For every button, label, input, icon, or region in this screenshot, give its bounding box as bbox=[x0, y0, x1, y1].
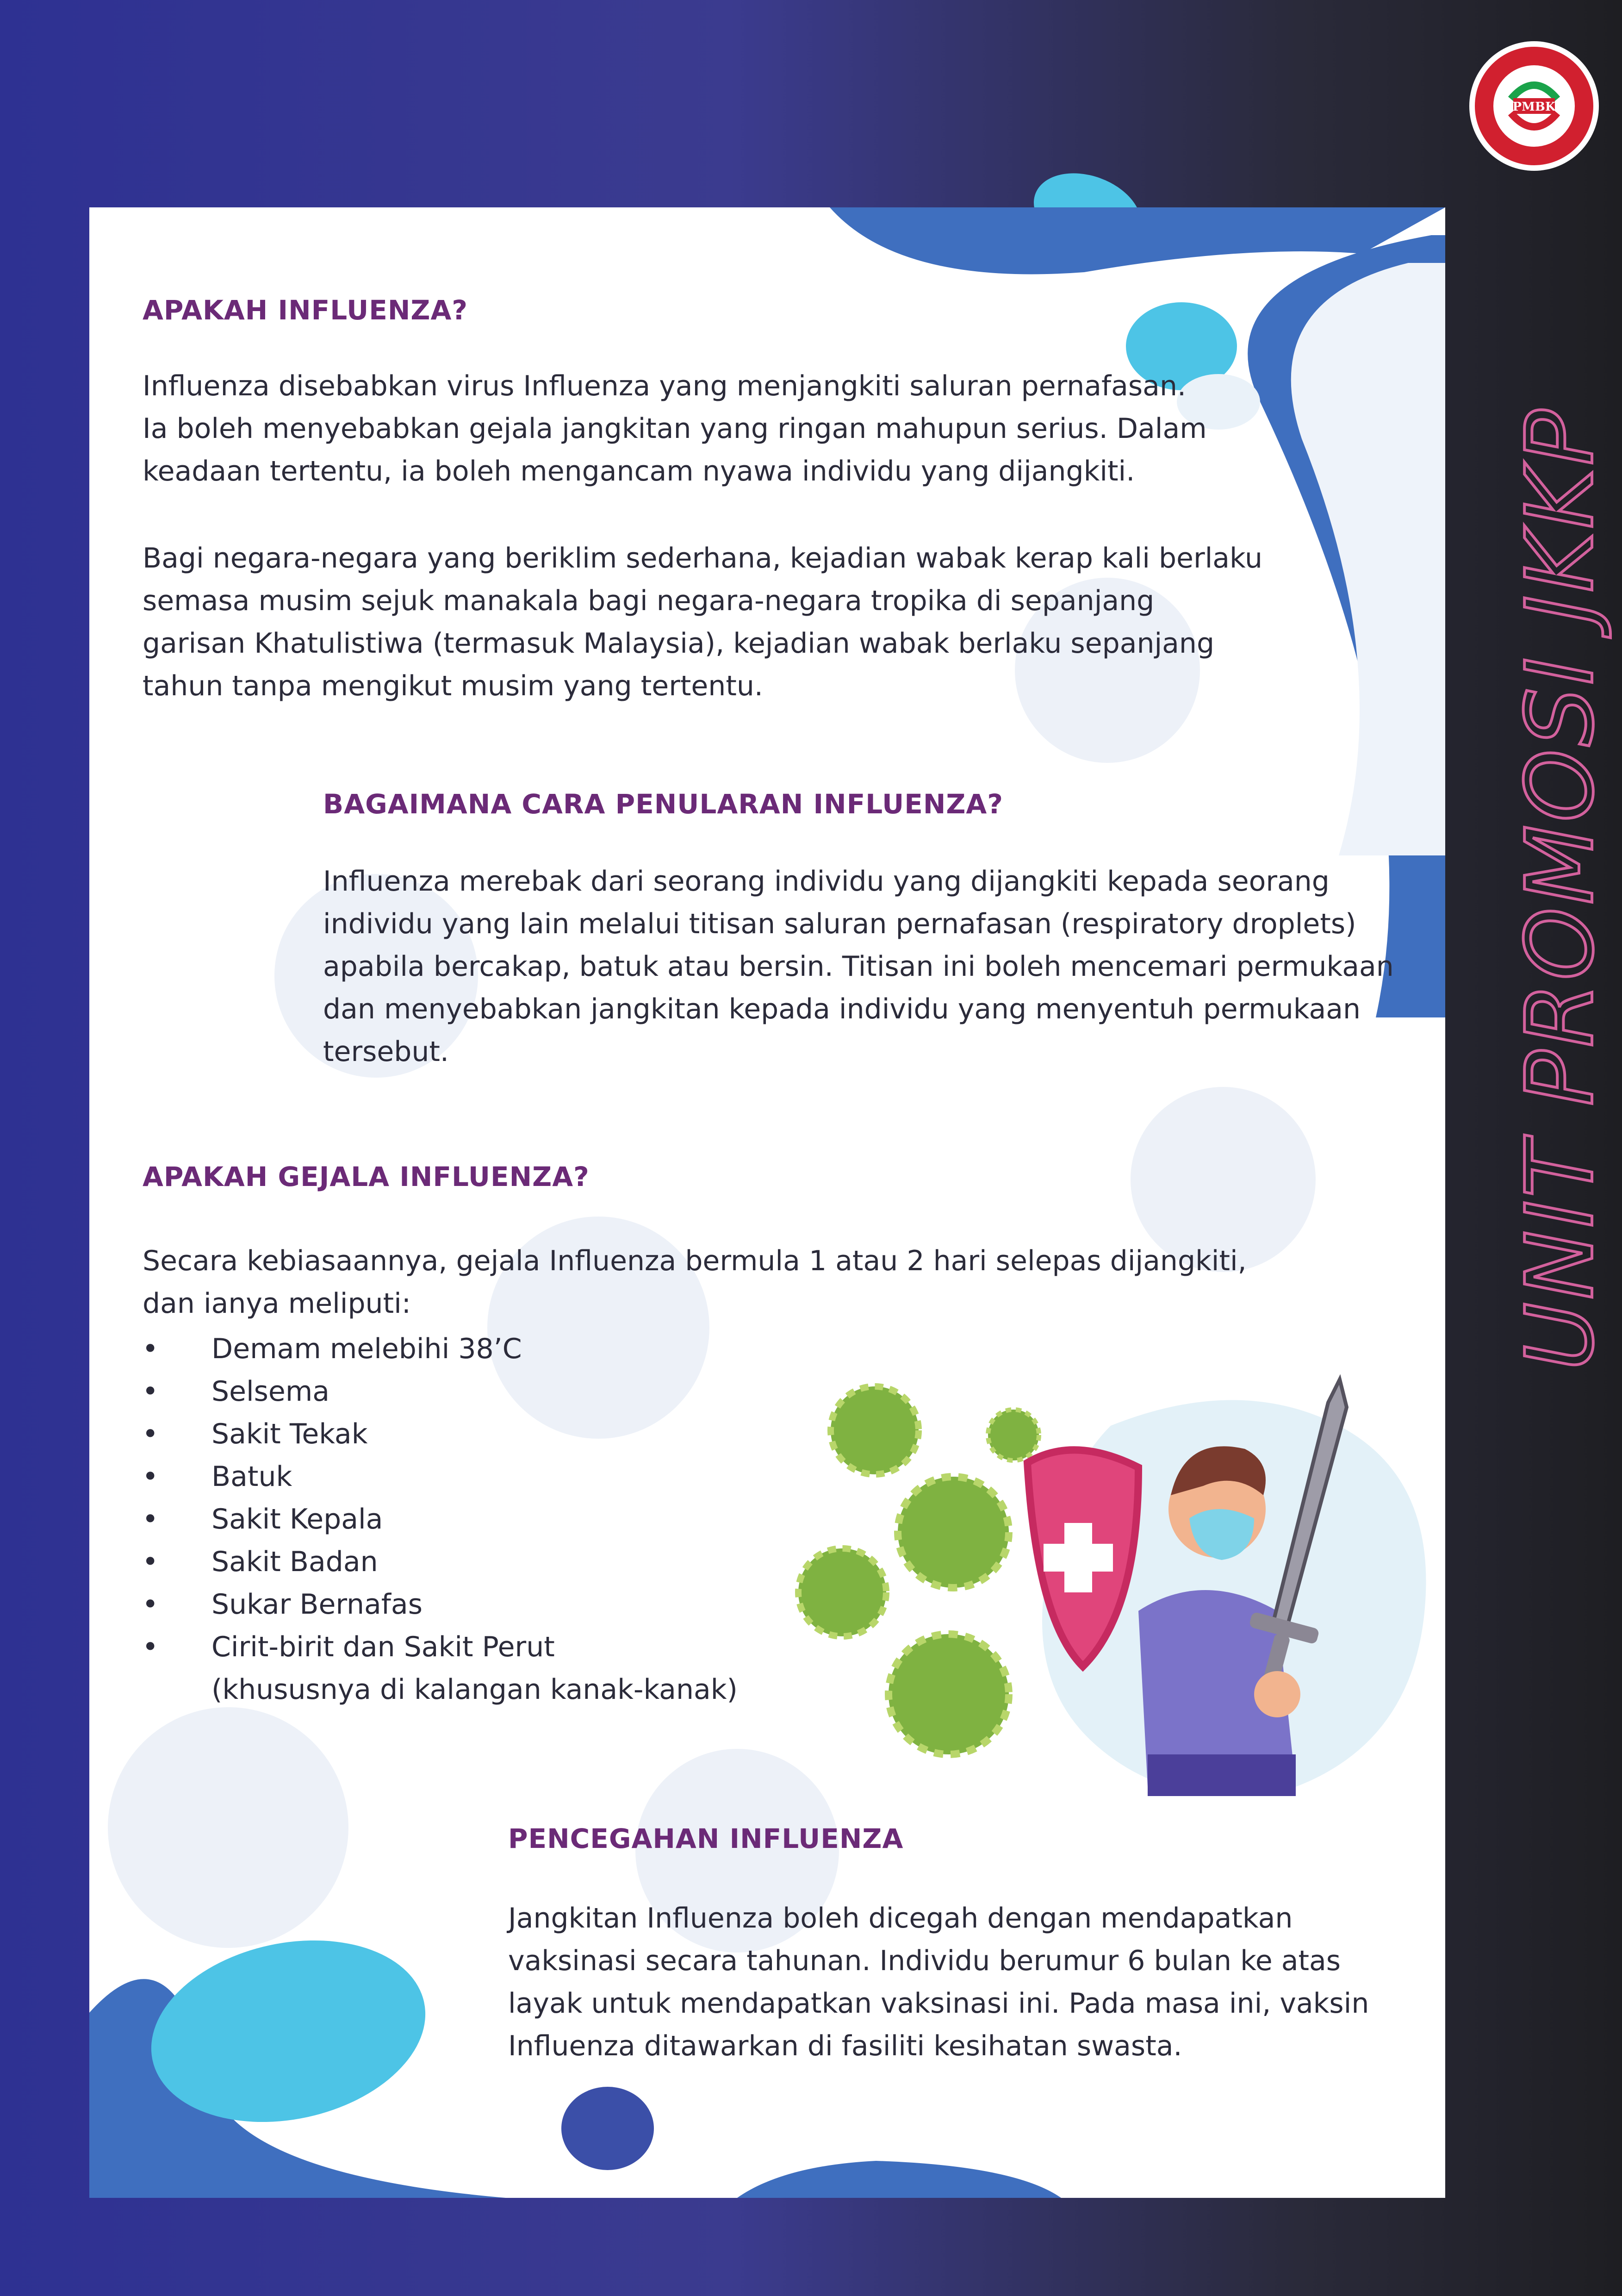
text-line: Influenza merebak dari seorang individu yang dijangkiti kepada seorang bbox=[323, 865, 1330, 898]
text-line: individu yang lain melalui titisan saluran pernafasan (respiratory droplets) bbox=[323, 908, 1356, 940]
text-line: tersebut. bbox=[323, 1036, 449, 1068]
heading-gejala: APAKAH GEJALA INFLUENZA? bbox=[143, 1161, 590, 1192]
text-line: Jangkitan Influenza boleh dicegah dengan mendapatkan bbox=[508, 1902, 1293, 1934]
paragraph-definition bbox=[143, 365, 1207, 493]
symptom-list bbox=[142, 1328, 738, 1711]
text-line: vaksinasi secara tahunan. Individu berumur 6 bulan ke atas bbox=[508, 1945, 1341, 1977]
text-line: dan menyebabkan jangkitan kepada individu yang menyentuh permukaan bbox=[323, 993, 1361, 1025]
sidebar-title: UNIT PROMOSI JKKP bbox=[1506, 406, 1614, 1370]
text-line: garisan Khatulistiwa (termasuk Malaysia), kejadian wabak berlaku sepanjang bbox=[143, 627, 1215, 660]
paragraph-climate bbox=[143, 537, 1262, 707]
text-line: Ia boleh menyebabkan gejala jangkitan yang ringan mahupun serius. Dalam bbox=[143, 412, 1207, 445]
list-item: • Sakit Kepala bbox=[142, 1498, 738, 1541]
list-item: • Demam melebihi 38’C bbox=[142, 1328, 738, 1370]
text-line: Influenza ditawarkan di fasiliti kesihatan swasta. bbox=[508, 2030, 1182, 2062]
text-line: tahun tanpa mengikut musim yang tertentu. bbox=[143, 670, 763, 702]
list-item: • Cirit-birit dan Sakit Perut bbox=[142, 1626, 738, 1668]
text-line: apabila bercakap, batuk atau bersin. Titisan ini boleh mencemari permukaan bbox=[323, 950, 1394, 983]
list-item: • Sukar Bernafas bbox=[142, 1583, 738, 1626]
text-line: Bagi negara-negara yang beriklim sederhana, kejadian wabak kerap kali berlaku bbox=[143, 542, 1262, 574]
list-item-note: (khususnya di kalangan kanak-kanak) bbox=[211, 1673, 738, 1706]
paragraph-transmission bbox=[323, 860, 1394, 1073]
text-line: semasa musim sejuk manakala bagi negara-negara tropika di sepanjang bbox=[143, 585, 1155, 617]
paragraph-symptoms-intro bbox=[143, 1240, 1247, 1325]
content-panel bbox=[89, 207, 1445, 2198]
text-line: layak untuk mendapatkan vaksinasi ini. Pada masa ini, vaksin bbox=[508, 1987, 1369, 2020]
heading-apakah-influenza: APAKAH INFLUENZA? bbox=[143, 294, 468, 326]
text-line: Influenza disebabkan virus Influenza yang menjangkiti saluran pernafasan. bbox=[143, 370, 1187, 402]
pmbk-logo bbox=[1467, 39, 1601, 173]
heading-pencegahan: PENCEGAHAN INFLUENZA bbox=[508, 1823, 904, 1854]
list-item: • Selsema bbox=[142, 1370, 738, 1413]
text-line: dan ianya meliputi: bbox=[143, 1287, 411, 1320]
virus-fighter-illustration bbox=[787, 1370, 1481, 1805]
paragraph-prevention bbox=[508, 1897, 1369, 2067]
text-line: keadaan tertentu, ia boleh mengancam nyawa individu yang dijangkiti. bbox=[143, 455, 1135, 487]
logo-text: PMBK bbox=[1512, 100, 1556, 114]
virus-icon bbox=[798, 1386, 1039, 1754]
list-item: • Sakit Badan bbox=[142, 1541, 738, 1583]
list-item: • Batuk bbox=[142, 1455, 738, 1498]
heading-cara-penularan: BAGAIMANA CARA PENULARAN INFLUENZA? bbox=[323, 788, 1003, 820]
list-item: • Sakit Tekak bbox=[142, 1413, 738, 1455]
text-line: Secara kebiasaannya, gejala Influenza bermula 1 atau 2 hari selepas dijangkiti, bbox=[143, 1245, 1247, 1277]
